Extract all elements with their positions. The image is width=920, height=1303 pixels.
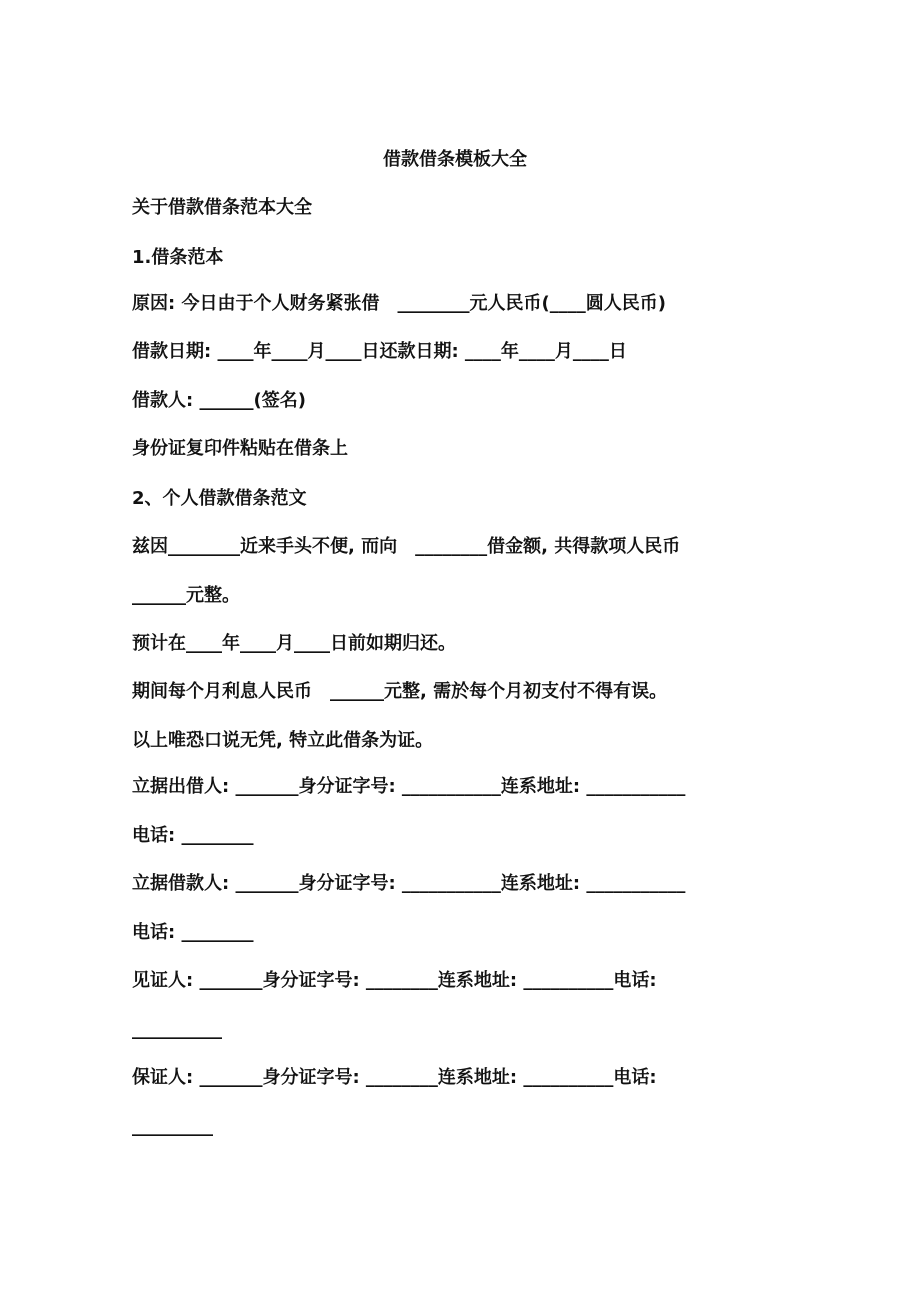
- lender-phone-line: 电话: ________: [132, 825, 254, 846]
- reason-line: 原因: 今日由于个人财务紧张借 ________元人民币(____圆人民币): [132, 293, 666, 314]
- body-line-interest: 期间每个月利息人民币 ______元整, 需於每个月初支付不得有误。: [132, 681, 668, 702]
- guarantor-info-line: 保证人: _______身分证字号: ________连系地址: __________电话:: [132, 1067, 657, 1088]
- body-line-reason: 兹因________近来手头不便, 而向 ________借金额, 共得款项人民币: [132, 536, 681, 557]
- witness-phone-blank: __________: [132, 1019, 222, 1040]
- borrower-phone-line: 电话: ________: [132, 922, 254, 943]
- borrower-info-line: 立据借款人: _______身分证字号: ___________连系地址: ___________: [132, 873, 686, 894]
- borrower-signature-line: 借款人: ______(签名): [132, 390, 306, 411]
- id-copy-note: 身份证复印件粘贴在借条上: [132, 438, 348, 459]
- body-line-proof: 以上唯恐口说无凭, 特立此借条为证。: [132, 730, 434, 751]
- section-heading-2: 2、个人借款借条范文: [132, 488, 307, 509]
- loan-date-line: 借款日期: ____年____月____日还款日期: ____年____月____日: [132, 341, 627, 362]
- witness-info-line: 见证人: _______身分证字号: ________连系地址: __________电话:: [132, 970, 657, 991]
- body-line-repay-date: 预计在____年____月____日前如期归还。: [132, 633, 456, 654]
- document-subtitle: 关于借款借条范本大全: [132, 197, 312, 218]
- document-title: 借款借条模板大全: [383, 149, 527, 170]
- guarantor-phone-blank: _________: [132, 1116, 213, 1137]
- lender-info-line: 立据出借人: _______身分证字号: ___________连系地址: ___________: [132, 776, 686, 797]
- section-heading-1: 1.借条范本: [132, 247, 224, 268]
- body-line-amount: ______元整。: [132, 585, 240, 606]
